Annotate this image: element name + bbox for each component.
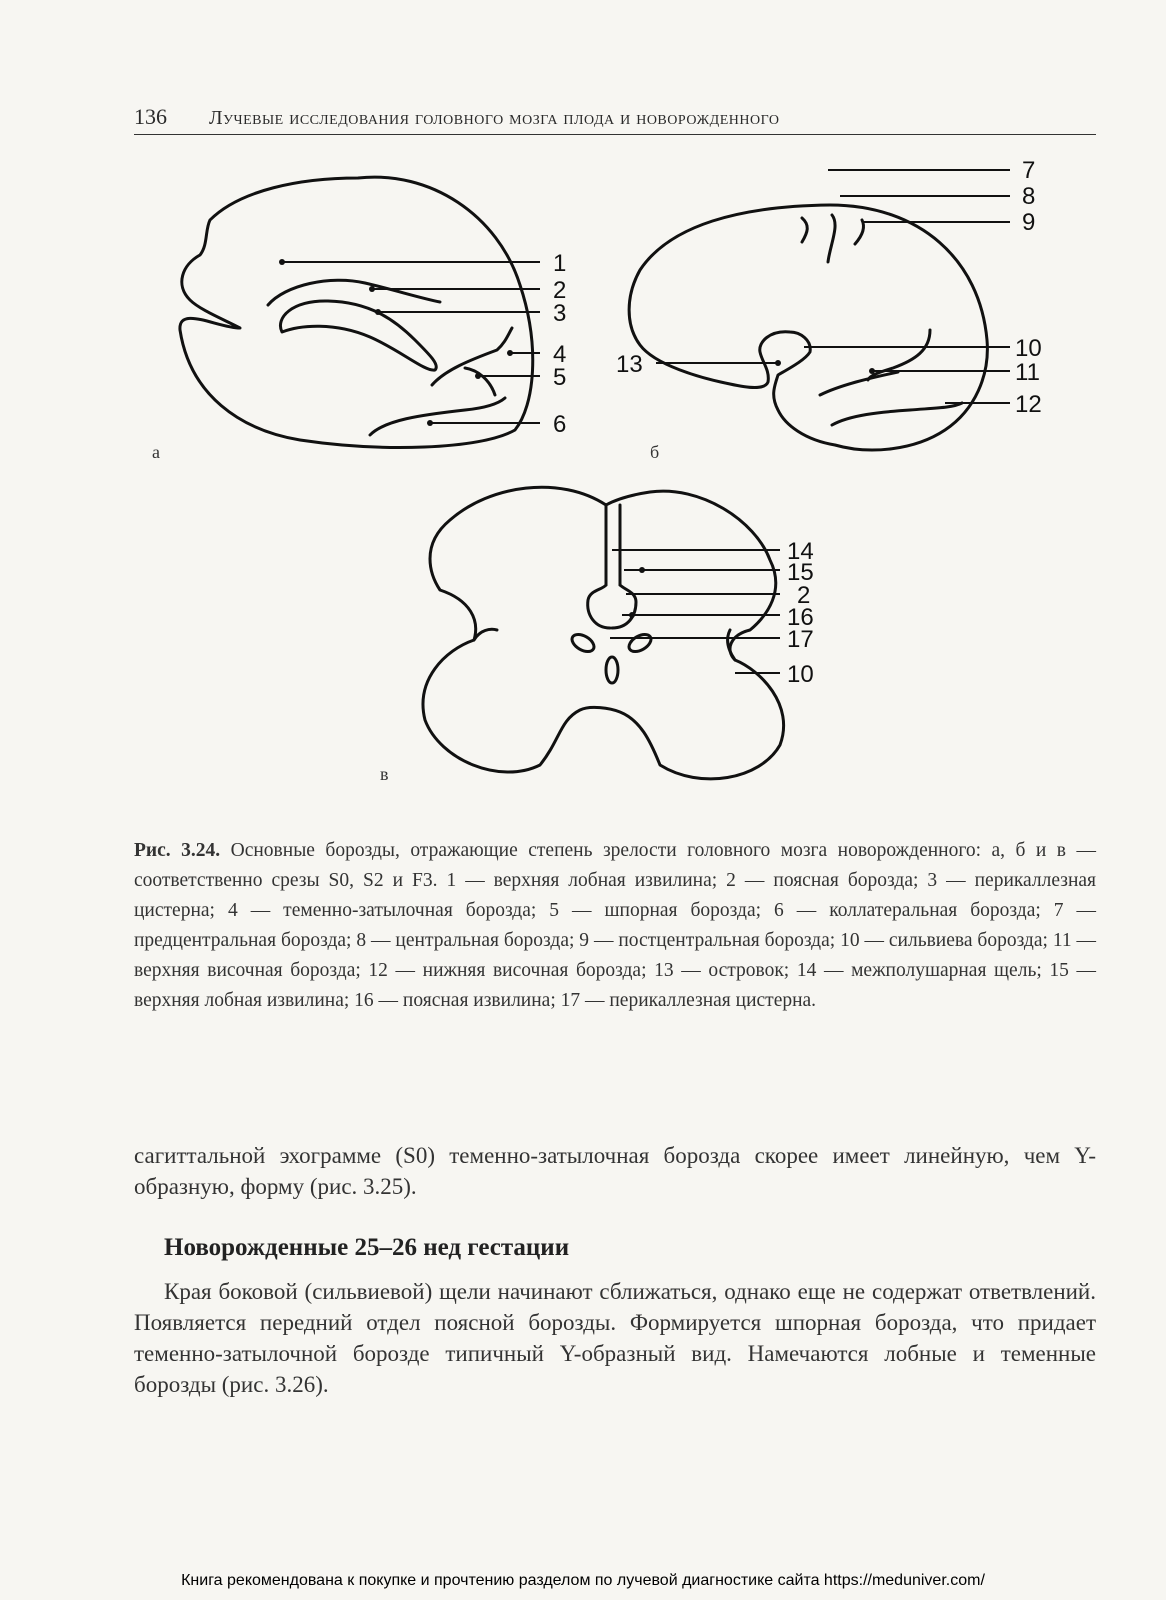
label-16: 16 [787,604,814,631]
label-12: 12 [1015,391,1042,418]
label-10: 10 [1015,335,1042,362]
label-1: 1 [553,250,567,277]
precentral-sulcus [802,218,807,242]
brain-outline-lateral [629,205,987,450]
cingulate-sulcus [268,280,440,305]
third-ventricle [606,657,618,683]
label-3: 3 [553,300,567,327]
section-heading: Новорожденные 25–26 нед гестации [164,1234,570,1261]
running-title: Лучевые исследования головного мозга плода и новорожденного [209,107,780,129]
inferior-temporal-sulcus [832,403,962,425]
label-2-coronal: 2 [797,582,811,609]
label-5: 5 [553,364,567,391]
panel-letter-a: а [152,442,160,462]
central-sulcus [828,215,835,262]
cingulate-gyrus-right [612,585,636,628]
ventricle-left [569,631,597,655]
collateral-sulcus [370,398,505,435]
body-paragraph-1: сагиттальной эхограмме (S0) теменно-затылочная борозда скорее имеет линейную, чем Y-образную, форму (рис. 3.25). [134,1143,1096,1199]
superior-temporal-sulcus [820,372,898,395]
label-7: 7 [1022,157,1036,184]
label-8: 8 [1022,183,1036,210]
caption-label: Рис. 3.24. [134,840,221,861]
panel-letter-c: в [380,764,389,784]
label-9: 9 [1022,209,1036,236]
ventricle-right [626,631,654,655]
caption-text: Основные борозды, отражающие степень зрелости головного мозга новорожденного: а, б и в — соответственно срезы S0, S2 и F3. 1 — верхняя лобная извилина; 2 — поясная борозда; 3 — перикаллезная цистерна; 4 — теменно-затылочная борозда; 5 — шпорная борозда; 6 — коллатеральная борозда; 7 — предцентральная борозда; 8 — центральная борозда; 9 — постцентральная борозда; 10 — сильвиева борозда; 11 — верхняя височная борозда; 12 — нижняя височная борозда; 13 — островок; 14 — межполушарная щель; 15 — верхняя лобная извилина; 16 — поясная извилина; 17 — перикаллезная цистерна. [134,840,1096,1011]
label-13: 13 [616,351,643,378]
sylvian-left [474,629,497,640]
footer-note: Книга рекомендована к покупке и прочтению разделом по лучевой диагностике сайта https://meduniver.com/ [181,1572,985,1589]
label-15: 15 [787,559,814,586]
panel-letter-b: б [650,442,660,462]
body-paragraph-2: Края боковой (сильвиевой) щели начинают сближаться, однако еще не содержат ответвлений. Появляется передний отдел поясной борозды. Формируется шпорная борозда, что придает теменно-затылочной борозде типичный Y-образный вид. Намечаются лобные и теменные борозды (рис. 3.26). [134,1279,1096,1397]
postcentral-sulcus [855,220,864,244]
label-6: 6 [553,411,567,438]
label-17: 17 [787,626,814,653]
page-number: 136 [134,104,167,129]
calcarine-sulcus [465,368,495,395]
figure-caption [134,836,1096,1016]
cingulate-gyrus-left [588,585,610,628]
label-11: 11 [1015,359,1040,386]
label-10-coronal: 10 [787,661,814,688]
label-14: 14 [787,538,814,565]
label-2: 2 [553,277,567,304]
label-4: 4 [553,341,567,368]
